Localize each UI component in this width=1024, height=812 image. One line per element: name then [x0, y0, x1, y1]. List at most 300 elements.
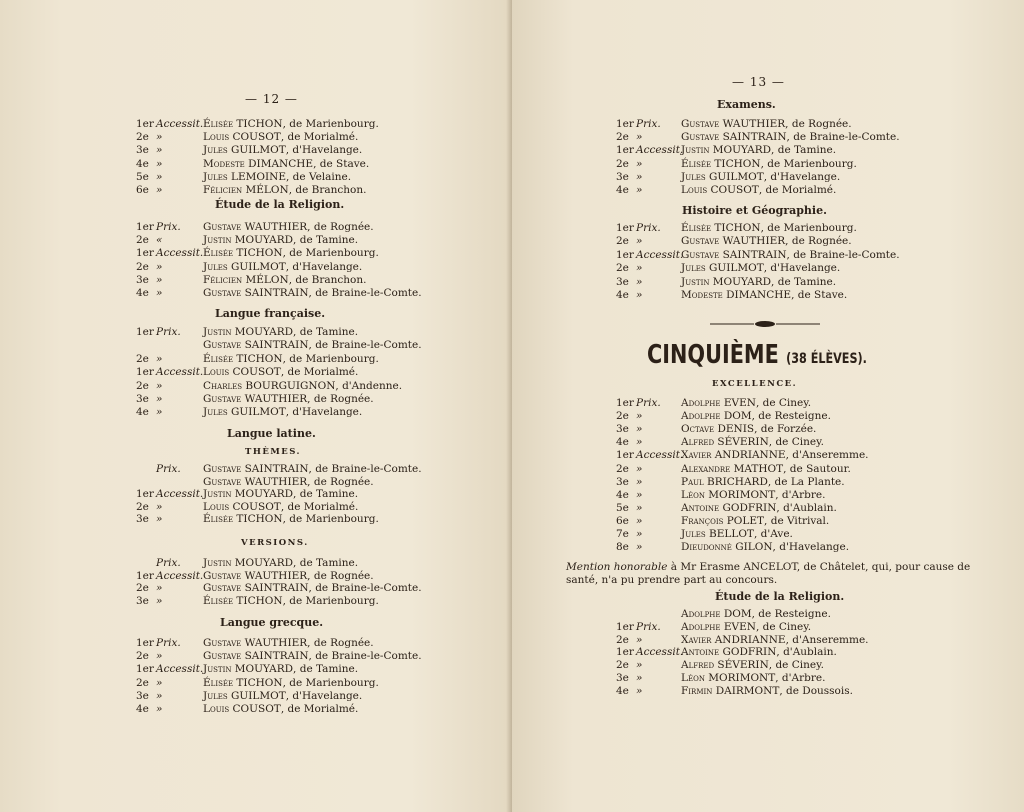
student-name: Élisée TICHON [203, 247, 283, 260]
rank-label: 1er [136, 118, 154, 130]
award-type: » [156, 144, 163, 157]
rank-label: 4e [616, 436, 629, 449]
award-entry [616, 144, 916, 157]
student-name: Justin MOUYARD [203, 557, 294, 569]
rank-label: 1er [136, 326, 154, 338]
award-entry [616, 222, 916, 235]
student-entry [681, 289, 847, 302]
student-origin: , de Ciney. [755, 397, 812, 409]
award-type: » [156, 513, 163, 526]
student-name: Justin MOUYARD [681, 275, 772, 288]
award-type: » [156, 650, 163, 663]
student-origin: , de Marienbourg. [282, 247, 379, 260]
award-entry [616, 659, 916, 672]
class-title-count: (38 ÉLÈVES). [786, 351, 867, 367]
student-entry [203, 326, 358, 339]
rank-label: 4e [136, 287, 149, 299]
award-type: » [636, 235, 643, 248]
award-entry [616, 131, 916, 144]
award-entry [136, 366, 436, 379]
award-entry [616, 528, 916, 541]
student-origin: , de Branchon. [288, 184, 367, 196]
award-entry [136, 595, 436, 608]
student-origin: , d'Havelange. [285, 260, 363, 273]
award-entry [136, 221, 436, 234]
award-type: Prix. [636, 397, 661, 409]
award-entry [136, 663, 436, 676]
student-origin: , de Rognée. [307, 393, 374, 405]
student-origin: , de Tamine. [293, 234, 359, 247]
award-type: Accessit. [636, 449, 684, 462]
student-entry [203, 366, 358, 379]
student-entry [681, 621, 811, 634]
award-type: Accessit. [156, 118, 204, 130]
student-entry [203, 158, 369, 171]
student-name: Alexandre MATHOT [681, 462, 784, 475]
student-entry [203, 184, 366, 197]
award-entry [136, 261, 436, 274]
student-name: Jules BELLOT [681, 528, 754, 540]
award-type: » [156, 131, 163, 144]
award-type: » [636, 275, 643, 288]
student-origin: , de Marienbourg. [282, 118, 379, 130]
rank-label: 4e [616, 488, 629, 501]
student-origin: , de Braine-le-Comte. [308, 339, 422, 352]
student-origin: , de Rognée. [785, 235, 852, 248]
award-type: » [636, 462, 643, 475]
student-origin: , d'Arbre. [775, 672, 826, 684]
rank-label: 3e [616, 423, 629, 436]
award-type: » [156, 406, 163, 419]
student-entry [203, 393, 374, 406]
student-entry [203, 247, 379, 260]
award-entry [616, 515, 916, 528]
student-name: Justin MOUYARD [203, 663, 294, 676]
award-type: » [636, 131, 643, 144]
student-entry [681, 659, 824, 672]
page-number: — 13 — [732, 75, 785, 89]
student-name: Gustave SAINTRAIN [203, 650, 309, 663]
student-origin: , de Braine-le-Comte. [308, 463, 422, 475]
award-type: Accessit. [156, 569, 204, 582]
award-type: Prix. [636, 222, 661, 234]
award-type: Accessit. [156, 663, 204, 676]
rank-label: 3e [136, 144, 149, 157]
student-entry [203, 557, 358, 570]
student-entry [681, 436, 824, 449]
rank-label: 2e [616, 131, 629, 144]
rank-label: 1er [616, 646, 634, 659]
award-type: Prix. [156, 463, 181, 475]
award-type: » [156, 352, 163, 365]
award-entry [616, 436, 916, 449]
rank-label: 3e [616, 475, 629, 488]
award-entry [616, 463, 916, 476]
award-entry [136, 582, 436, 595]
award-type: » [636, 672, 643, 684]
award-entry [136, 326, 436, 339]
award-entry [136, 703, 436, 716]
class-title-main: CINQUIÈME [647, 340, 779, 370]
section-heading: Langue latine. [227, 427, 316, 440]
award-type: » [636, 488, 643, 501]
student-origin: , de Resteigne. [751, 608, 831, 620]
award-type: » [636, 528, 643, 540]
award-type: » [156, 689, 163, 702]
student-origin: , de Rognée. [307, 569, 374, 582]
student-origin: , de Ciney. [768, 659, 824, 672]
rank-label: 3e [616, 170, 629, 183]
award-entry [616, 489, 916, 502]
student-entry [681, 608, 831, 621]
student-entry [203, 677, 379, 690]
rank-label: 3e [136, 393, 149, 405]
student-entry [681, 144, 836, 157]
award-type: » [156, 379, 163, 392]
rank-label: 2e [616, 659, 629, 672]
student-name: Justin MOUYARD [203, 326, 294, 338]
award-type: « [156, 234, 163, 247]
student-origin: , de Rognée. [307, 221, 374, 233]
student-name: Gustave WAUTHIER [203, 221, 308, 233]
student-entry [203, 171, 351, 184]
student-name: Modeste DIMANCHE [203, 157, 314, 170]
award-type: » [156, 582, 163, 595]
rank-label: 2e [136, 676, 149, 689]
student-origin: , de Tamine. [293, 663, 359, 676]
award-type: Accessit. [636, 646, 684, 659]
award-entry [136, 339, 436, 352]
rank-label: 1er [136, 221, 154, 233]
award-type: » [156, 393, 163, 405]
student-origin: , d'Havelange. [763, 170, 841, 183]
student-origin: , de Tamine. [771, 275, 837, 288]
student-origin: , de Braine-le-Comte. [308, 582, 422, 595]
student-entry [681, 249, 900, 262]
student-entry [203, 221, 374, 234]
student-entry [203, 261, 362, 274]
award-entry [136, 570, 436, 583]
rank-label: 8e [616, 541, 629, 554]
award-type: » [636, 262, 643, 275]
student-entry [681, 397, 811, 410]
rank-label: 6e [616, 514, 629, 527]
ornament-divider [710, 320, 820, 328]
student-name: Louis COUSOT [203, 703, 281, 715]
rank-label: 4e [616, 289, 629, 301]
student-name: Louis COUSOT [203, 366, 281, 379]
rank-label: 1er [136, 488, 154, 501]
student-entry [681, 646, 837, 659]
student-origin: , d'Havelange. [285, 144, 363, 157]
student-entry [203, 582, 422, 595]
student-origin: , de Tamine. [293, 488, 359, 501]
student-name: Justin MOUYARD [203, 234, 294, 247]
award-entry [136, 650, 436, 663]
honorable-mention [566, 561, 970, 573]
rank-label: 2e [136, 352, 149, 365]
award-entry [616, 158, 916, 171]
rank-label: 3e [136, 594, 149, 607]
student-entry [681, 276, 836, 289]
student-entry [203, 513, 379, 526]
section-heading: Langue française. [215, 307, 326, 320]
section-heading: Examens. [717, 98, 776, 111]
student-name: Gustave SAINTRAIN [681, 248, 787, 261]
award-entry [136, 287, 436, 300]
student-entry [681, 423, 816, 436]
rank-label: 2e [616, 410, 629, 423]
award-entry [136, 380, 436, 393]
award-entry [616, 276, 916, 289]
student-name: Jules GUILMOT [203, 406, 286, 419]
rank-label: 3e [136, 513, 149, 526]
student-entry [681, 262, 840, 275]
student-name: Gustave SAINTRAIN [203, 287, 309, 299]
rank-label: 1er [616, 620, 634, 633]
student-entry [203, 131, 358, 144]
student-name: Dieudonné GILON [681, 541, 773, 554]
student-origin: , de Marienbourg. [282, 676, 379, 689]
student-origin: , de Morialmé. [280, 703, 359, 715]
student-name: Firmin DAIRMONT [681, 684, 780, 697]
rank-label: 6e [136, 184, 149, 196]
student-origin: , de La Plante. [767, 475, 845, 488]
section-heading: Histoire et Géographie. [682, 204, 827, 217]
award-type: » [156, 287, 163, 299]
student-name: Jules GUILMOT [681, 262, 764, 275]
student-entry [681, 634, 869, 647]
award-entry [616, 289, 916, 302]
student-entry [203, 380, 402, 393]
student-origin: , de Branchon. [288, 273, 367, 286]
rank-label: 3e [136, 689, 149, 702]
award-entry [136, 406, 436, 419]
rank-label: 1er [616, 144, 634, 157]
student-name: Adolphe DOM [681, 410, 752, 423]
student-origin: , d'Anseremme. [785, 633, 869, 646]
rank-label: 3e [616, 672, 629, 684]
student-origin: , de Rognée. [307, 637, 374, 649]
student-origin: , de Ciney. [768, 436, 824, 449]
student-name: Antoine GODFRIN [681, 646, 777, 659]
class-title [647, 340, 867, 370]
student-origin: , de Ciney. [755, 620, 812, 633]
award-type: » [636, 423, 643, 436]
student-name: Élisée TICHON [203, 352, 283, 365]
award-type: » [636, 289, 643, 301]
award-type: Prix. [636, 620, 661, 633]
award-entry [136, 476, 436, 489]
award-type: » [636, 410, 643, 423]
student-name: Élisée TICHON [681, 157, 761, 170]
rank-label: 1er [616, 222, 634, 234]
student-origin: , de Resteigne. [751, 410, 831, 423]
student-entry [203, 274, 366, 287]
student-origin: , d'Arbre. [775, 488, 826, 501]
award-type: » [636, 170, 643, 183]
rank-label: 1er [136, 569, 154, 582]
student-origin: , de Tamine. [293, 326, 359, 338]
award-entry [616, 397, 916, 410]
student-entry [203, 663, 358, 676]
award-entry [136, 184, 436, 197]
award-type: » [636, 659, 643, 672]
award-entry [136, 158, 436, 171]
student-origin: , d'Aublain. [776, 501, 837, 514]
award-type: » [156, 703, 163, 715]
student-origin: , d'Anseremme. [785, 449, 869, 462]
student-name: Élisée TICHON [203, 118, 283, 130]
rank-label: 1er [136, 637, 154, 649]
student-name: Justin MOUYARD [681, 144, 772, 157]
rank-label: 1er [136, 663, 154, 676]
student-entry [681, 131, 900, 144]
award-entry [136, 118, 436, 131]
student-origin: , de Sautour. [783, 462, 851, 475]
award-entry [136, 488, 436, 501]
student-name: Gustave SAINTRAIN [681, 131, 787, 144]
student-entry [203, 650, 422, 663]
student-entry [681, 222, 857, 235]
student-name: Gustave WAUTHIER [203, 569, 308, 582]
student-name: Xavier ANDRIANNE [681, 449, 786, 462]
award-type: » [636, 157, 643, 170]
student-entry [681, 410, 831, 423]
student-name: Louis COUSOT [203, 131, 281, 144]
award-entry [616, 184, 916, 197]
student-name: Élisée TICHON [203, 676, 283, 689]
student-name: Gustave WAUTHIER [681, 235, 786, 248]
rank-label: 1er [136, 366, 154, 379]
student-entry [203, 463, 422, 476]
rank-label: 2e [136, 234, 149, 247]
award-entry [616, 171, 916, 184]
student-entry [681, 489, 825, 502]
award-type: » [636, 184, 643, 196]
student-entry [203, 637, 374, 650]
student-origin: , d'Havelange. [763, 262, 841, 275]
student-name: Jules GUILMOT [681, 170, 764, 183]
award-type: » [636, 514, 643, 527]
student-entry [681, 158, 857, 171]
rank-label: 2e [616, 262, 629, 275]
award-entry [616, 634, 916, 647]
student-origin: , d'Andenne. [335, 379, 403, 392]
student-origin: , de Stave. [791, 289, 848, 301]
student-name: Alfred SÉVERIN [681, 659, 769, 672]
student-origin: , de Morialmé. [280, 366, 359, 379]
award-entry [136, 501, 436, 514]
rank-label: 4e [136, 703, 149, 715]
student-origin: , de Stave. [313, 157, 370, 170]
student-entry [203, 501, 358, 514]
student-entry [681, 184, 836, 197]
rank-label: 4e [616, 684, 629, 697]
award-entry [616, 608, 916, 621]
student-origin: , de Vitrival. [764, 514, 830, 527]
student-origin: , d'Havelange. [285, 406, 363, 419]
student-origin: , de Marienbourg. [760, 157, 857, 170]
student-entry [203, 570, 374, 583]
subsection-heading: VERSIONS. [241, 538, 309, 548]
student-name: Jules GUILMOT [203, 689, 286, 702]
award-entry [136, 171, 436, 184]
rank-label: 2e [136, 131, 149, 144]
award-type: » [156, 170, 163, 183]
award-entry [136, 463, 436, 476]
rank-label: 7e [616, 528, 629, 540]
award-type: » [636, 501, 643, 514]
award-type: » [636, 541, 643, 554]
rank-label: 3e [616, 275, 629, 288]
student-origin: , de Velaine. [286, 170, 352, 183]
student-entry [681, 449, 869, 462]
student-origin: , de Morialmé. [280, 500, 359, 513]
rank-label: 5e [136, 170, 149, 183]
student-origin: , de Marienbourg. [282, 513, 379, 526]
student-origin: , de Rognée. [307, 475, 374, 488]
award-type: » [156, 676, 163, 689]
rank-label: 4e [616, 184, 629, 196]
award-type: Accessit. [156, 247, 204, 260]
student-name: Gustave SAINTRAIN [203, 339, 309, 352]
student-entry [681, 685, 853, 698]
student-origin: , de Tamine. [771, 144, 837, 157]
award-entry [136, 557, 436, 570]
mention-label: Mention honorable [566, 561, 668, 573]
award-entry [136, 131, 436, 144]
rank-label: 5e [616, 501, 629, 514]
student-origin: , de Marienbourg. [282, 352, 379, 365]
award-type: Accessit. [636, 248, 684, 261]
award-entry [136, 690, 436, 703]
award-entry [616, 502, 916, 515]
section-heading: Étude de la Religion. [215, 198, 345, 211]
student-origin: , de Braine-le-Comte. [786, 248, 900, 261]
student-name: Jules LEMOINE [203, 170, 286, 183]
student-entry [203, 595, 379, 608]
student-name: Élisée TICHON [203, 594, 283, 607]
student-entry [681, 235, 852, 248]
student-origin: , de Tamine. [293, 557, 359, 569]
award-type: Prix. [156, 637, 181, 649]
student-name: Charles BOURGUIGNON [203, 379, 336, 392]
student-name: Gustave SAINTRAIN [203, 582, 309, 595]
student-entry [203, 476, 374, 489]
student-origin: , de Marienbourg. [760, 222, 857, 234]
student-name: Adolphe EVEN [681, 397, 756, 409]
student-name: Léon MORIMONT [681, 488, 776, 501]
student-name: Gustave WAUTHIER [203, 393, 308, 405]
student-entry [203, 353, 379, 366]
award-type: Accessit. [156, 366, 204, 379]
student-entry [203, 406, 362, 419]
rank-label: 2e [136, 500, 149, 513]
student-entry [203, 287, 422, 300]
rank-label: 2e [136, 379, 149, 392]
student-name: Octave DENIS [681, 423, 755, 436]
award-entry [136, 393, 436, 406]
student-name: Gustave WAUTHIER [203, 475, 308, 488]
student-name: Gustave SAINTRAIN [203, 463, 309, 475]
student-name: Gustave WAUTHIER [203, 637, 308, 649]
section-heading: Étude de la Religion. [715, 590, 845, 603]
section-heading: Langue grecque. [220, 616, 324, 629]
student-entry [203, 339, 422, 352]
student-entry [203, 703, 358, 716]
right-page [512, 0, 1024, 812]
